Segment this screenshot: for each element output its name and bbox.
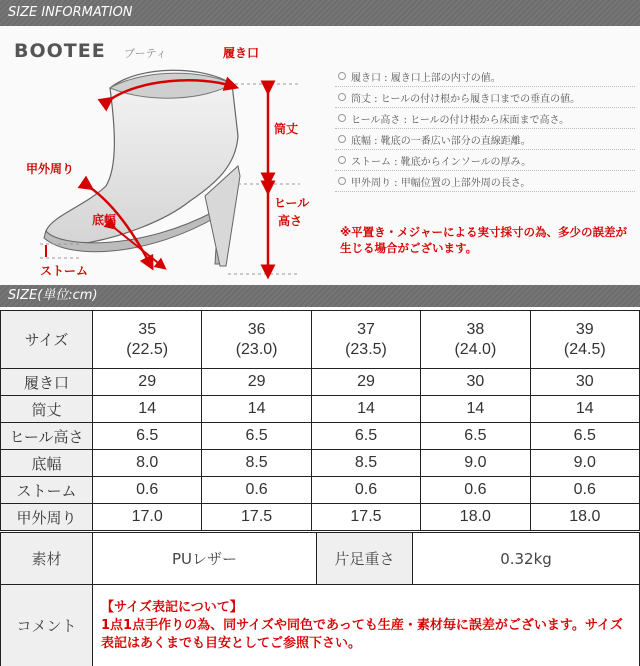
label-instep: 甲外周り xyxy=(26,162,75,176)
table-cell: 0.6 xyxy=(202,477,311,504)
row-label: 筒丈 xyxy=(1,396,93,423)
table-row-size xyxy=(1,311,640,369)
legend-item: 底幅 : 靴底の一番広い部分の直線距離。 xyxy=(335,129,635,150)
table-cell: 8.0 xyxy=(93,450,202,477)
size-cell: 39 (24.5) xyxy=(530,311,639,369)
legend-item: 筒丈 : ヒールの付け根から履き口までの垂直の値。 xyxy=(335,87,635,108)
legend-item: 履き口 : 履き口上部の内寸の値。 xyxy=(335,66,635,87)
label-heel-2: 高さ xyxy=(278,214,303,228)
table-cell: 14 xyxy=(421,396,530,423)
table-cell: 6.5 xyxy=(530,423,639,450)
label-shaft: 筒丈 xyxy=(274,122,299,136)
measurement-legend xyxy=(335,66,635,192)
table-cell: 0.6 xyxy=(530,477,639,504)
table-cell: 30 xyxy=(530,369,639,396)
comment-heading: 【サイズ表記について】 xyxy=(101,599,243,615)
table-cell: 14 xyxy=(311,396,420,423)
table-row xyxy=(1,423,640,450)
comment-label: コメント xyxy=(1,585,93,666)
bullet-icon xyxy=(338,135,346,143)
row-label: 底幅 xyxy=(1,450,93,477)
table-cell: 0.6 xyxy=(311,477,420,504)
table-cell: 18.0 xyxy=(421,504,530,531)
size-diagram-panel xyxy=(0,26,640,285)
size-header: サイズ xyxy=(1,311,93,369)
table-cell: 8.5 xyxy=(311,450,420,477)
table-row xyxy=(1,450,640,477)
brand-sub: ブーティ xyxy=(124,47,167,60)
weight-value: 0.32kg xyxy=(413,533,640,585)
table-cell: 6.5 xyxy=(93,423,202,450)
label-platform: ストーム xyxy=(40,264,89,278)
bullet-icon xyxy=(338,72,346,80)
table-cell: 14 xyxy=(202,396,311,423)
table-cell: 6.5 xyxy=(421,423,530,450)
label-sole-width: 底幅 xyxy=(92,213,117,227)
table-cell: 17.5 xyxy=(202,504,311,531)
bullet-icon xyxy=(338,156,346,164)
row-label: 履き口 xyxy=(1,369,93,396)
material-row xyxy=(1,533,640,585)
row-label: ヒール高さ xyxy=(1,423,93,450)
comment-text xyxy=(93,585,640,666)
size-table xyxy=(0,310,640,531)
table-cell: 29 xyxy=(311,369,420,396)
table-cell: 17.5 xyxy=(311,504,420,531)
size-cell: 35 (22.5) xyxy=(93,311,202,369)
material-comment-table xyxy=(0,532,640,666)
table-cell: 29 xyxy=(202,369,311,396)
row-label: 甲外周り xyxy=(1,504,93,531)
table-cell: 30 xyxy=(421,369,530,396)
label-heel-1: ヒール xyxy=(274,196,310,210)
size-cell: 37 (23.5) xyxy=(311,311,420,369)
bullet-icon xyxy=(338,114,346,122)
legend-item: ストーム : 靴底からインソールの厚み。 xyxy=(335,150,635,171)
comment-row xyxy=(1,585,640,666)
table-row xyxy=(1,396,640,423)
legend-item: 甲外周り : 甲幅位置の上部外周の長さ。 xyxy=(335,171,635,192)
table-cell: 6.5 xyxy=(311,423,420,450)
weight-label: 片足重さ xyxy=(317,533,413,585)
table-cell: 18.0 xyxy=(530,504,639,531)
bullet-icon xyxy=(338,177,346,185)
material-label: 素材 xyxy=(1,533,93,585)
table-cell: 17.0 xyxy=(93,504,202,531)
table-cell: 14 xyxy=(93,396,202,423)
label-opening: 履き口 xyxy=(223,46,260,60)
size-cell: 36 (23.0) xyxy=(202,311,311,369)
size-information-banner: SIZE INFORMATION xyxy=(0,0,640,26)
row-label: ストーム xyxy=(1,477,93,504)
brand-name: BOOTEE xyxy=(14,40,106,62)
table-cell: 8.5 xyxy=(202,450,311,477)
table-row xyxy=(1,504,640,531)
size-unit-banner: SIZE(単位:cm) xyxy=(0,285,640,307)
bootee-diagram xyxy=(0,26,330,285)
bullet-icon xyxy=(338,93,346,101)
size-cell: 38 (24.0) xyxy=(421,311,530,369)
table-row xyxy=(1,477,640,504)
table-cell: 0.6 xyxy=(93,477,202,504)
table-row xyxy=(1,369,640,396)
table-cell: 6.5 xyxy=(202,423,311,450)
table-cell: 0.6 xyxy=(421,477,530,504)
table-cell: 14 xyxy=(530,396,639,423)
legend-item: ヒール高さ : ヒールの付け根から床面まで高さ。 xyxy=(335,108,635,129)
table-cell: 29 xyxy=(93,369,202,396)
table-cell: 9.0 xyxy=(530,450,639,477)
table-cell: 9.0 xyxy=(421,450,530,477)
comment-body: 1点1点手作りの為、同サイズや同色であっても生産・素材毎に誤差がございます。サイズ表記はあくまでも目安としてご参照下さい。 xyxy=(101,617,623,651)
material-value: PUレザー xyxy=(93,533,317,585)
measurement-note: ※平置き・メジャーによる実寸採寸の為、多少の誤差が生じる場合がございます。 xyxy=(340,225,627,255)
